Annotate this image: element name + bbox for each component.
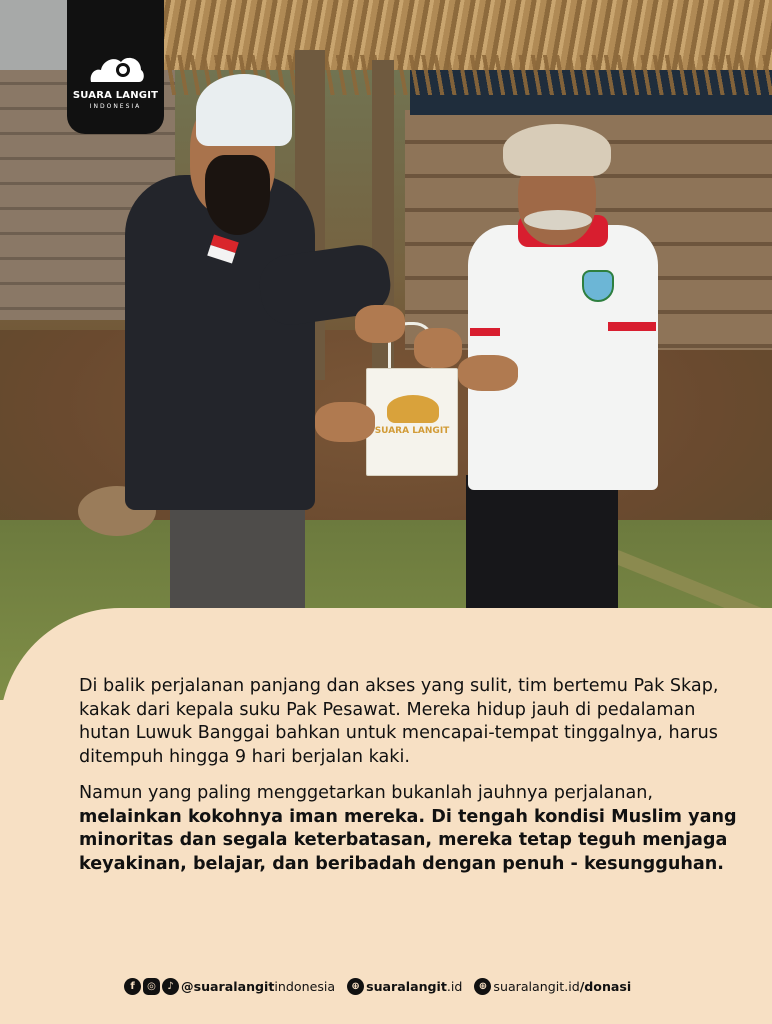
man-left-beard (205, 155, 270, 235)
tiktok-icon[interactable]: ♪ (162, 978, 179, 995)
man-right-pants (466, 475, 618, 610)
hand (315, 402, 375, 442)
man-right-hat (503, 124, 611, 176)
sleeve-stripe (608, 322, 656, 331)
bag-brand-text: SUARA LANGIT (374, 426, 450, 436)
paragraph-story: Di balik perjalanan panjang dan akses yang sulit, tim bertemu Pak Skap, kakak dari kepala suku Pak Pesawat. Mereka hidup jauh di pedalaman hutan Luwuk Banggai bahkan untuk mencapai-tempat tinggalnya, harus ditempuh hingga 9 hari berjalan kaki. (79, 676, 719, 767)
instagram-icon[interactable]: ◎ (143, 978, 160, 995)
gift-bag (366, 368, 458, 476)
hand (414, 328, 462, 368)
globe-icon: ⊕ (474, 978, 491, 995)
logo-subtitle: INDONESIA (89, 103, 142, 110)
bag-logo-mark (387, 395, 439, 423)
facebook-icon[interactable]: f (124, 978, 141, 995)
hand (355, 305, 405, 343)
donation-link[interactable]: suaralangit.id/donasi (493, 978, 632, 994)
man-left-pants (170, 500, 305, 610)
man-right-mustache (524, 210, 592, 230)
left-hut-roof (0, 0, 70, 70)
caption-panel (0, 608, 772, 1024)
shirt-emblem (582, 270, 614, 302)
logo-title: SUARA LANGIT (72, 90, 159, 101)
man-left-cap (196, 74, 292, 146)
footer-contacts (124, 976, 631, 996)
sleeve-stripe (470, 328, 500, 336)
paragraph-faith (79, 782, 739, 876)
website-link[interactable]: suaralangit.id (366, 978, 463, 994)
paragraph-faith-bold: melainkan kokohnya iman mereka. Di tengah kondisi Muslim yang minoritas dan segala keterbatasan, mereka tetap teguh menjaga keyakinan, belajar, dan beribadah dengan penuh - kesungguhan. (79, 806, 737, 874)
globe-icon: ⊕ (347, 978, 364, 995)
paragraph-faith-regular: Namun yang paling menggetarkan bukanlah jauhnya perjalanan, (79, 783, 653, 803)
hand (458, 355, 518, 391)
social-handle[interactable]: @suaralangitindonesia (181, 978, 336, 994)
brand-logo (67, 0, 164, 134)
cloud-logo-icon (87, 48, 145, 86)
